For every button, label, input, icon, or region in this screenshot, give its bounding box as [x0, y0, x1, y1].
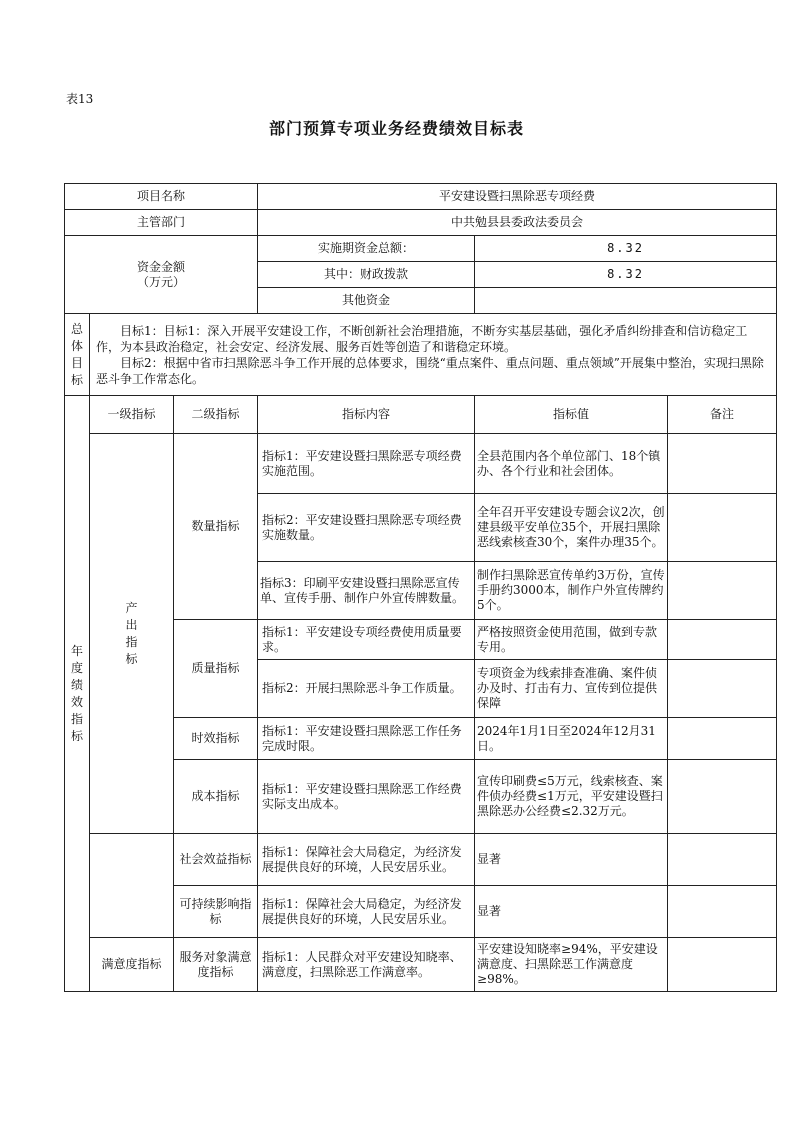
indicator-content: 指标2：平安建设暨扫黑除恶专项经费实施数量。	[258, 494, 475, 562]
project-name-row	[65, 184, 777, 210]
funds-other-label: 其他资金	[258, 288, 475, 314]
table-row	[65, 434, 777, 494]
indicator-value: 全县范围内各个单位部门、18个镇办、各个行业和社会团体。	[475, 434, 668, 494]
indicator-content: 指标1：保障社会大局稳定，为经济发展提供良好的环境，人民安居乐业。	[258, 834, 475, 886]
header-value: 指标值	[475, 396, 668, 434]
indicator-content: 指标1：平安建设暨扫黑除恶专项经费实施范围。	[258, 434, 475, 494]
indicator-remark	[668, 938, 777, 992]
indicator-value: 显著	[475, 834, 668, 886]
annual-header-row	[65, 396, 777, 434]
funds-fiscal-label: 其中：财政拨款	[258, 262, 475, 288]
page-title: 部门预算专项业务经费绩效目标表	[268, 119, 524, 138]
indicator-content: 指标1：平安建设暨扫黑除恶工作任务完成时限。	[258, 718, 475, 760]
overall-goals-label: 总体目标	[65, 314, 90, 396]
table-row	[65, 938, 777, 992]
indicator-value: 宣传印刷费≤5万元，线索核查、案件侦办经费≤1万元，平安建设暨扫黑除恶办公经费≤2.32万元。	[475, 760, 668, 834]
performance-target-table	[64, 183, 777, 992]
overall-goals-row	[65, 314, 777, 396]
funds-total-row	[65, 236, 777, 262]
indicator-remark	[668, 494, 777, 562]
indicator-content: 指标1：保障社会大局稳定，为经济发展提供良好的环境，人民安居乐业。	[258, 886, 475, 938]
header-level2: 二级指标	[174, 396, 258, 434]
header-content: 指标内容	[258, 396, 475, 434]
indicator-value: 显著	[475, 886, 668, 938]
indicator-value: 2024年1月1日至2024年12月31日。	[475, 718, 668, 760]
indicator-content: 指标2：开展扫黑除恶斗争工作质量。	[258, 660, 475, 718]
department-value: 中共勉县县委政法委员会	[258, 210, 777, 236]
indicator-remark	[668, 620, 777, 660]
table-row	[65, 834, 777, 886]
goal-1: 目标1：目标1：深入开展平安建设工作，不断创新社会治理措施，不断夯实基层基础，强化矛盾纠纷排查和信访稳定工作，为本县政治稳定，社会安定、经济发展、服务百姓等创造了和谐稳定环境。	[96, 323, 748, 354]
project-name-value: 平安建设暨扫黑除恶专项经费	[258, 184, 777, 210]
timeliness-indicators-label: 时效指标	[174, 718, 258, 760]
annual-indicators-label: 年度绩效指标	[65, 396, 90, 992]
indicator-remark	[668, 886, 777, 938]
indicator-value: 全年召开平安建设专题会议2次，创建县级平安单位35个，开展扫黑除恶线索核查30个，案件办理35个。	[475, 494, 668, 562]
effect-indicators-blank	[90, 834, 174, 938]
funds-total-label: 实施期资金总额：	[258, 236, 475, 262]
indicator-remark	[668, 834, 777, 886]
indicator-remark	[668, 434, 777, 494]
sustainable-impact-label: 可持续影响指标	[174, 886, 258, 938]
quality-indicators-label: 质量指标	[174, 620, 258, 718]
project-name-label: 项目名称	[65, 184, 258, 210]
department-label: 主管部门	[65, 210, 258, 236]
funds-fiscal-value: 8.32	[475, 262, 777, 288]
indicator-remark	[668, 760, 777, 834]
funds-label: 资金金额 （万元）	[65, 236, 258, 314]
output-indicators-label: 产出指标	[90, 434, 174, 834]
satisfaction-indicators-label: 满意度指标	[90, 938, 174, 992]
social-benefit-label: 社会效益指标	[174, 834, 258, 886]
indicator-value: 专项资金为线索排查准确、案件侦办及时、打击有力、宣传到位提供保障	[475, 660, 668, 718]
indicator-remark	[668, 562, 777, 620]
overall-goals-content	[90, 314, 777, 396]
indicator-value: 制作扫黑除恶宣传单约3万份，宣传手册约3000本，制作户外宣传牌约5个。	[475, 562, 668, 620]
indicator-value: 严格按照资金使用范围，做到专款专用。	[475, 620, 668, 660]
indicator-value: 平安建设知晓率≥94%，平安建设满意度、扫黑除恶工作满意度≥98%。	[475, 938, 668, 992]
indicator-content: 指标1：人民群众对平安建设知晓率、满意度，扫黑除恶工作满意率。	[258, 938, 475, 992]
cost-indicators-label: 成本指标	[174, 760, 258, 834]
service-satisfaction-label: 服务对象满意度指标	[174, 938, 258, 992]
goal-2: 目标2：根据中省市扫黑除恶斗争工作开展的总体要求，围绕“重点案件、重点问题、重点领域”开展集中整治，实现扫黑除恶斗争工作常态化。	[96, 355, 764, 386]
indicator-remark	[668, 660, 777, 718]
indicator-content: 指标1：平安建设暨扫黑除恶工作经费实际支出成本。	[258, 760, 475, 834]
header-level1: 一级指标	[90, 396, 174, 434]
indicator-content: 指标3：印刷平安建设暨扫黑除恶宣传单、宣传手册、制作户外宣传牌数量。	[258, 562, 475, 620]
table-number: 表13	[66, 92, 94, 106]
funds-other-value	[475, 288, 777, 314]
quantity-indicators-label: 数量指标	[174, 434, 258, 620]
funds-total-value: 8.32	[475, 236, 777, 262]
indicator-content: 指标1：平安建设专项经费使用质量要求。	[258, 620, 475, 660]
department-row	[65, 210, 777, 236]
indicator-remark	[668, 718, 777, 760]
header-remark: 备注	[668, 396, 777, 434]
